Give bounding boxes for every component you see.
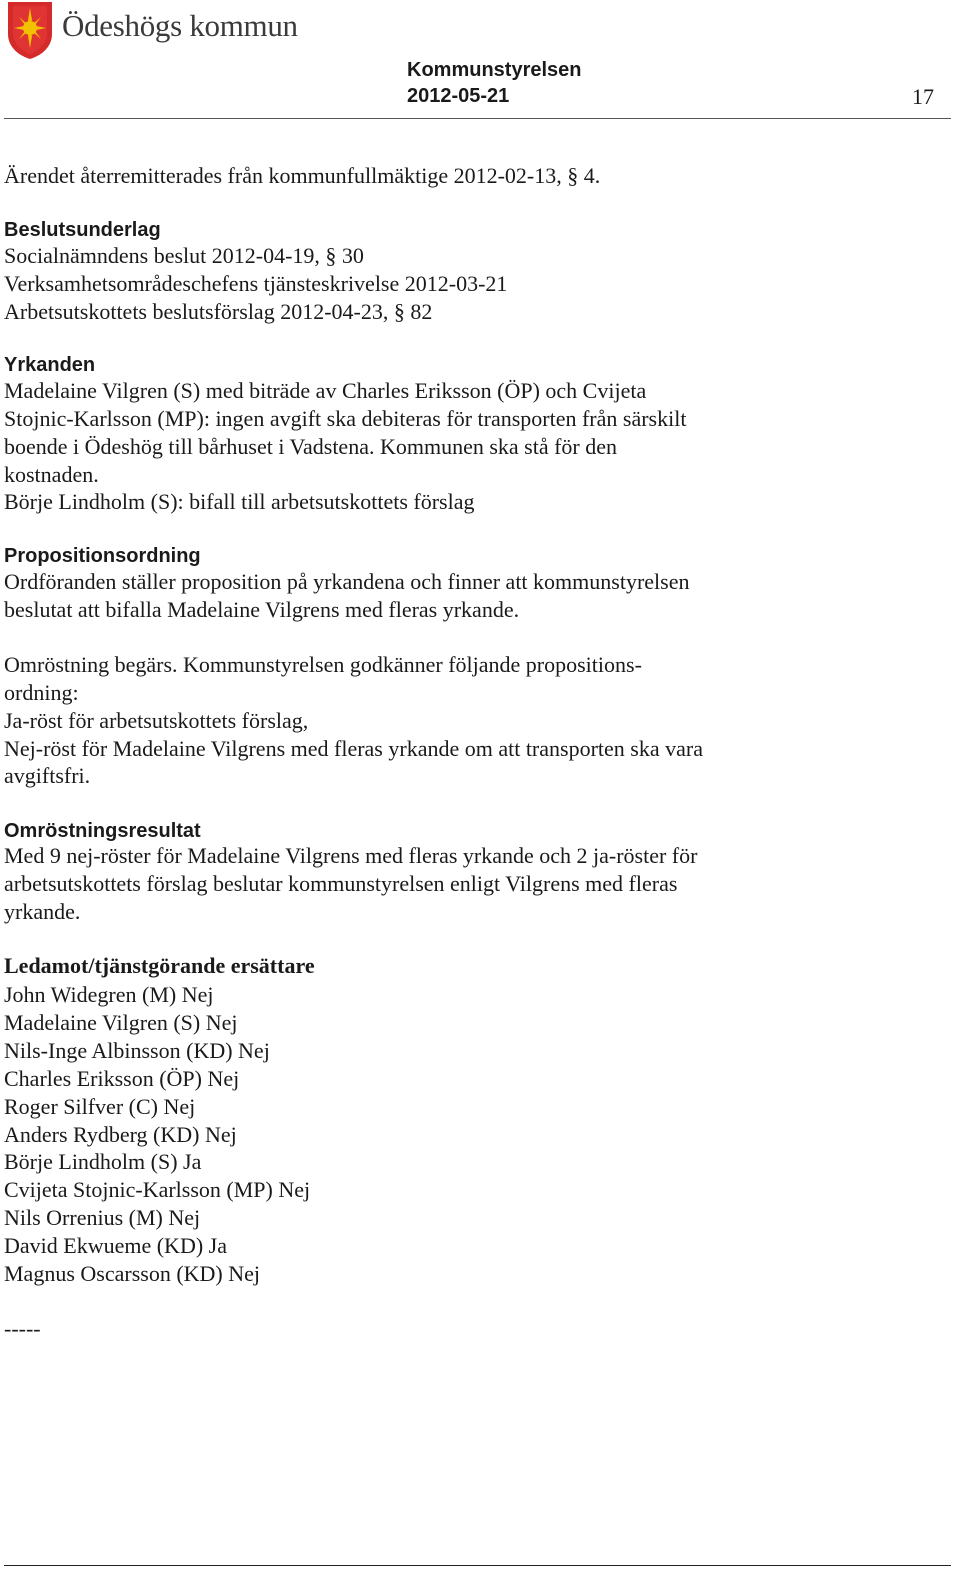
- member-vote: David Ekwueme (KD) Ja: [4, 1233, 227, 1258]
- yrkanden-heading: Yrkanden: [4, 354, 96, 376]
- member-vote: John Widegren (M) Nej: [4, 982, 214, 1007]
- member-vote: Charles Eriksson (ÖP) Nej: [4, 1066, 240, 1091]
- propositionsordning-line: Ordföranden ställer proposition på yrkandena och finner att kommunstyrelsen: [4, 569, 690, 594]
- omrostningsresultat-line: yrkande.: [4, 899, 81, 924]
- yrkanden-line: boende i Ödeshög till bårhuset i Vadstena. Kommunen ska stå för den: [4, 434, 618, 459]
- omrostning-line: ordning:: [4, 680, 79, 705]
- municipality-name: Ödeshögs kommun: [62, 8, 298, 43]
- propositionsordning-heading: Propositionsordning: [4, 545, 201, 567]
- member-vote: Roger Silfver (C) Nej: [4, 1094, 196, 1119]
- page-number: 17: [912, 84, 934, 109]
- ledamoter-heading: Ledamot/tjänstgörande ersättare: [4, 953, 315, 978]
- omrostningsresultat-heading: Omröstningsresultat: [4, 820, 201, 842]
- yrkanden-line: Börje Lindholm (S): bifall till arbetsutskottets förslag: [4, 489, 475, 514]
- omrostningsresultat-line: arbetsutskottets förslag beslutar kommunstyrelsen enligt Vilgrens med fleras: [4, 871, 678, 896]
- beslutsunderlag-line: Verksamhetsområdeschefens tjänsteskrivelse 2012-03-21: [4, 271, 508, 296]
- member-vote: Nils-Inge Albinsson (KD) Nej: [4, 1038, 270, 1063]
- member-vote: Cvijeta Stojnic-Karlsson (MP) Nej: [4, 1177, 311, 1202]
- omrostning-line: Omröstning begärs. Kommunstyrelsen godkänner följande propositions-: [4, 652, 642, 677]
- yrkanden-line: kostnaden.: [4, 462, 99, 487]
- beslutsunderlag-heading: Beslutsunderlag: [4, 219, 161, 241]
- omrostning-line: Ja-röst för arbetsutskottets förslag,: [4, 708, 309, 733]
- yrkanden-line: Madelaine Vilgren (S) med biträde av Charles Eriksson (ÖP) och Cvijeta: [4, 378, 647, 403]
- propositionsordning-line: beslutat att bifalla Madelaine Vilgrens med fleras yrkande.: [4, 597, 520, 622]
- municipal-crest-icon: [4, 0, 56, 60]
- footer-divider: [4, 1565, 951, 1566]
- member-vote: Börje Lindholm (S) Ja: [4, 1149, 202, 1174]
- board-name: Kommunstyrelsen: [407, 59, 582, 81]
- omrostning-line: avgiftsfri.: [4, 763, 91, 788]
- member-vote: Nils Orrenius (M) Nej: [4, 1205, 201, 1230]
- omrostningsresultat-line: Med 9 nej-röster för Madelaine Vilgrens med fleras yrkande och 2 ja-röster för: [4, 843, 698, 868]
- header-divider: [4, 118, 951, 119]
- meeting-date: 2012-05-21: [407, 85, 510, 107]
- omrostning-line: Nej-röst för Madelaine Vilgrens med fleras yrkande om att transporten ska vara: [4, 736, 703, 761]
- yrkanden-line: Stojnic-Karlsson (MP): ingen avgift ska debiteras för transporten från särskilt: [4, 406, 687, 431]
- intro-text: Ärendet återremitterades från kommunfullmäktige 2012-02-13, § 4.: [4, 163, 601, 188]
- member-vote: Anders Rydberg (KD) Nej: [4, 1122, 237, 1147]
- beslutsunderlag-line: Arbetsutskottets beslutsförslag 2012-04-23, § 82: [4, 299, 433, 324]
- beslutsunderlag-line: Socialnämndens beslut 2012-04-19, § 30: [4, 243, 364, 268]
- member-vote: Magnus Oscarsson (KD) Nej: [4, 1261, 261, 1286]
- end-marker: -----: [4, 1316, 41, 1341]
- member-vote: Madelaine Vilgren (S) Nej: [4, 1010, 238, 1035]
